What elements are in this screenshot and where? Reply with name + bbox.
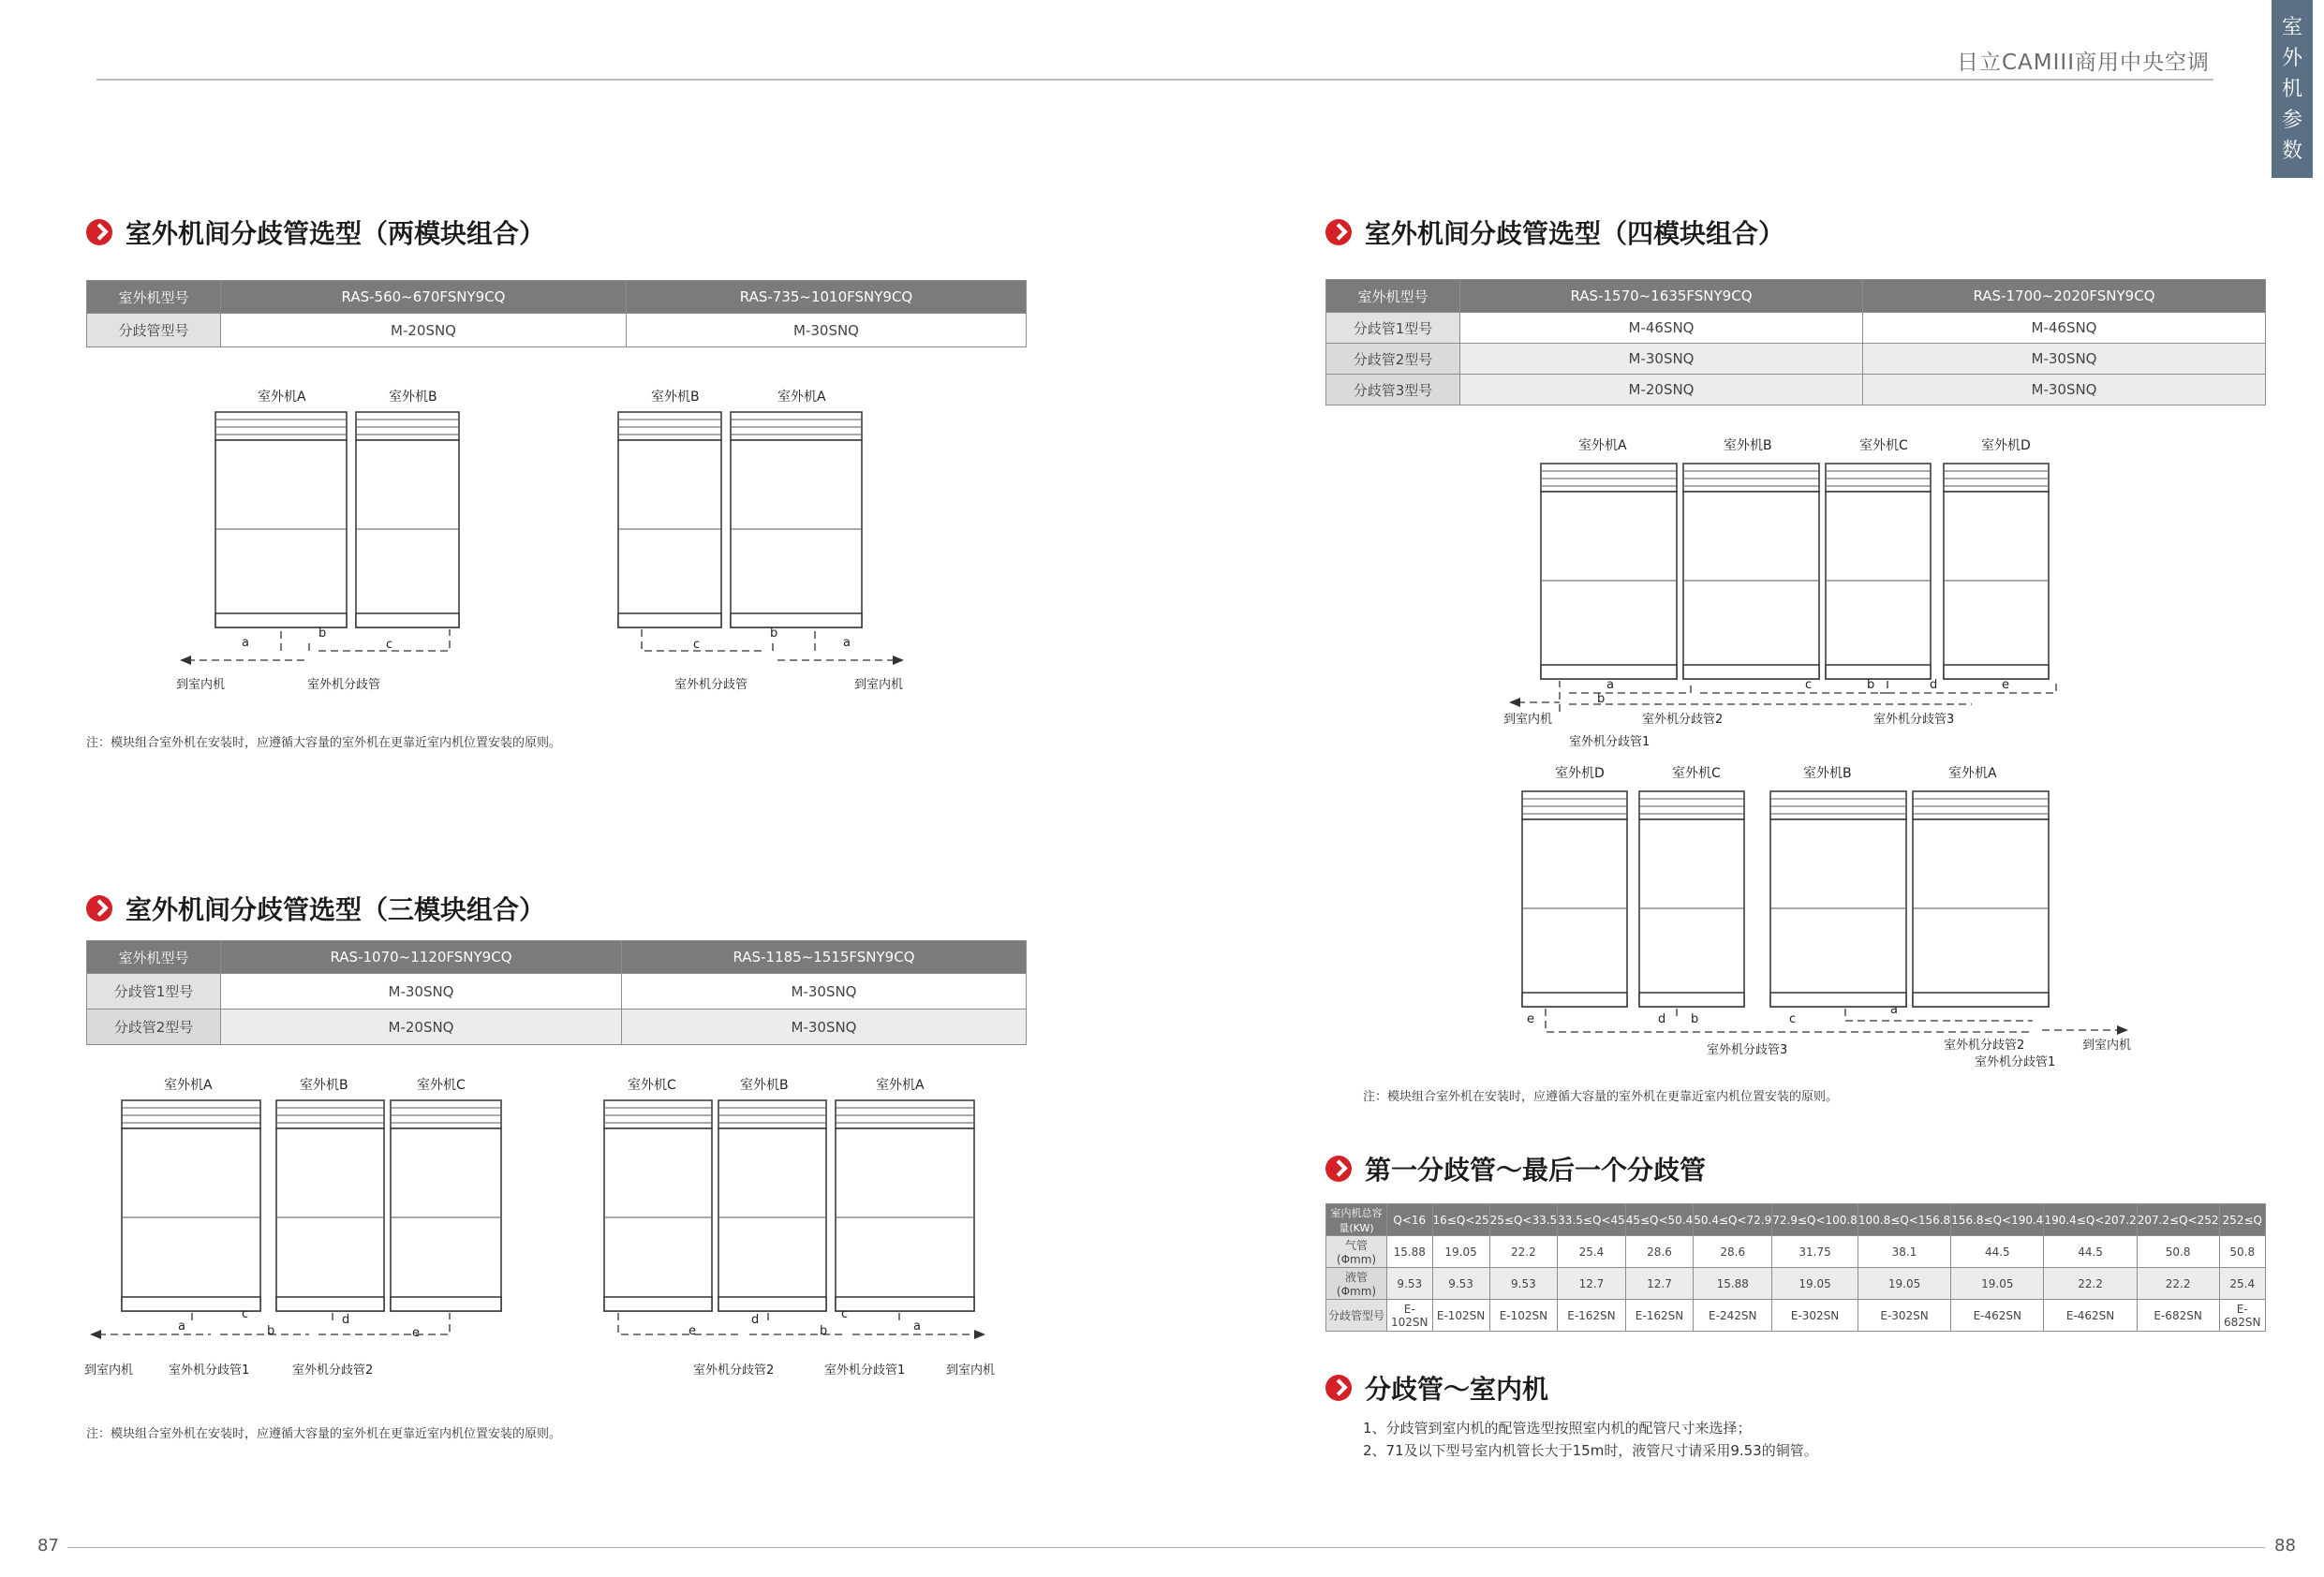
two-module-note: 注：模块组合室外机在安装时，应遵循大容量的室外机在更靠近室内机位置安装的原则。 (86, 736, 562, 750)
table-cell: 气管(Φmm) (1326, 1236, 1387, 1268)
page-number-right: 88 (2274, 1536, 2296, 1555)
segment-b-label: b (820, 1324, 828, 1338)
table-row (1326, 1300, 2266, 1332)
diagram-four-module-bottom (1489, 759, 2164, 1077)
unit-b-label: 室外机B (651, 390, 700, 405)
section-title-branch-indoor (1325, 1369, 1548, 1407)
segment-c-label: c (693, 638, 701, 652)
segment-c-label: c (1805, 678, 1813, 692)
outdoor-unit-a (1913, 791, 2049, 1007)
table-cell: 分歧管型号 (87, 314, 221, 347)
segment-e-label: e (1527, 1012, 1534, 1026)
footer-divider (67, 1547, 2265, 1548)
outdoor-unit-d (1522, 791, 1627, 1007)
table-header-cell: 156.8≤Q<190.4 (1951, 1204, 2044, 1236)
unit-b-label: 室外机B (300, 1078, 348, 1093)
to-indoor-label: 到室内机 (854, 678, 904, 692)
unit-c-label: 室外机C (1859, 438, 1908, 453)
table-cell: E-102SN (1432, 1300, 1489, 1332)
table-header-cell: 50.4≤Q<72.9 (1694, 1204, 1772, 1236)
unit-a-label: 室外机A (1948, 766, 1997, 781)
table-cell: 31.75 (1772, 1236, 1858, 1268)
table-header-cell: 100.8≤Q<156.8 (1858, 1204, 1950, 1236)
side-tab-char: 数 (2281, 139, 2302, 163)
section-title-branch-pipe (1325, 1150, 1706, 1187)
unit-a-label: 室外机A (1578, 438, 1627, 453)
branch1-label: 室外机分歧管1 (824, 1363, 906, 1378)
table-cell: 分歧管3型号 (1326, 375, 1460, 405)
table-cell: M-30SNQ (622, 974, 1027, 1010)
branch3-label: 室外机分歧管3 (1873, 713, 1955, 727)
diagram-four-module-top (1503, 431, 2084, 749)
four-module-note: 注：模块组合室外机在安装时，应遵循大容量的室外机在更靠近室内机位置安装的原则。 (1363, 1090, 1839, 1104)
table-cell: 9.53 (1489, 1268, 1558, 1300)
table-cell: M-30SNQ (1863, 344, 2266, 375)
branch1-label: 室外机分歧管1 (1569, 735, 1650, 749)
side-tab-char: 外 (2281, 46, 2302, 70)
table-cell: 50.8 (2219, 1236, 2265, 1268)
section-title-two-module (86, 214, 545, 251)
unit-b-label: 室外机B (1724, 438, 1772, 453)
to-indoor-label: 到室内机 (1503, 713, 1553, 727)
outdoor-unit-a (215, 412, 347, 627)
table-cell: 19.05 (1951, 1268, 2044, 1300)
diagram-three-module-right (600, 1072, 1049, 1381)
branch2-label: 室外机分歧管2 (693, 1363, 775, 1378)
segment-c-label: c (1789, 1012, 1797, 1026)
unit-d-label: 室外机D (1555, 766, 1605, 781)
side-tab[interactable] (2272, 0, 2313, 178)
table-cell: E-682SN (2219, 1300, 2265, 1332)
segment-e-label: e (688, 1324, 696, 1338)
outdoor-unit-a (731, 412, 862, 627)
outdoor-unit-b (276, 1100, 384, 1311)
section-title-text: 分歧管～室内机 (1365, 1374, 1549, 1405)
segment-c-label: c (841, 1307, 849, 1321)
unit-c-label: 室外机C (1672, 766, 1721, 781)
indoor-note-line: 1、分歧管到室内机的配管选型按照室内机的配管尺寸来选择； (1363, 1420, 1752, 1437)
section-title-text: 室外机间分歧管选型（两模块组合） (126, 218, 546, 249)
outdoor-unit-c (604, 1100, 712, 1311)
segment-b-label: b (1691, 1012, 1699, 1026)
to-indoor-label: 到室内机 (2082, 1039, 2132, 1053)
table-row (1326, 375, 2266, 405)
outdoor-unit-c (391, 1100, 501, 1311)
segment-d-label: d (342, 1313, 350, 1327)
four-module-table (1325, 279, 2266, 405)
table-cell: M-20SNQ (221, 1010, 622, 1045)
table-header-cell: 室外机型号 (1326, 280, 1460, 313)
segment-b-label: b (770, 626, 778, 641)
to-indoor-label: 到室内机 (176, 678, 226, 692)
unit-a-label: 室外机A (876, 1078, 925, 1093)
table-header-cell: RAS-1570~1635FSNY9CQ (1460, 280, 1863, 313)
table-header-cell: 252≤Q (2219, 1204, 2265, 1236)
table-cell: E-682SN (2137, 1300, 2219, 1332)
unit-c-label: 室外机C (417, 1078, 466, 1093)
unit-a-label: 室外机A (258, 390, 306, 405)
table-cell: M-30SNQ (1460, 344, 1863, 375)
table-cell: M-30SNQ (1863, 375, 2266, 405)
table-cell: 22.2 (2044, 1268, 2137, 1300)
table-cell: E-242SN (1694, 1300, 1772, 1332)
chevron-right-icon (1325, 1156, 1352, 1182)
side-tab-char: 参 (2281, 108, 2302, 132)
table-header-cell: 72.9≤Q<100.8 (1772, 1204, 1858, 1236)
table-header-cell: 室外机型号 (87, 941, 221, 974)
outdoor-unit-b (718, 1100, 826, 1311)
table-cell: 分歧管2型号 (1326, 344, 1460, 375)
outdoor-unit-b (618, 412, 721, 627)
table-header-cell: 190.4≤Q<207.2 (2044, 1204, 2137, 1236)
table-header-cell: 室外机型号 (87, 281, 221, 314)
table-header-cell: 45≤Q<50.4 (1625, 1204, 1694, 1236)
table-cell: 15.88 (1387, 1236, 1433, 1268)
table-cell: M-20SNQ (1460, 375, 1863, 405)
page-number-left: 87 (37, 1536, 59, 1555)
outdoor-unit-c (1826, 464, 1931, 679)
two-module-table (86, 280, 1027, 347)
header-divider (96, 79, 2213, 81)
side-tab-char: 机 (2281, 77, 2302, 101)
table-header-cell: RAS-735~1010FSNY9CQ (627, 281, 1027, 314)
table-cell: 分歧管1型号 (87, 974, 221, 1010)
outdoor-unit-b (356, 412, 459, 627)
table-cell: E-462SN (1951, 1300, 2044, 1332)
to-indoor-label: 到室内机 (946, 1363, 996, 1378)
table-cell: 44.5 (2044, 1236, 2137, 1268)
chevron-right-icon (86, 219, 112, 245)
branch2-label: 室外机分歧管2 (1642, 713, 1724, 727)
unit-c-label: 室外机C (628, 1078, 676, 1093)
table-cell: M-30SNQ (627, 314, 1027, 347)
table-cell: 12.7 (1625, 1268, 1694, 1300)
unit-b-label: 室外机B (389, 390, 437, 405)
table-header-cell: 25≤Q<33.5 (1489, 1204, 1558, 1236)
table-cell: 25.4 (2219, 1268, 2265, 1300)
table-cell: M-46SNQ (1460, 313, 1863, 344)
segment-d-label: d (1930, 678, 1938, 692)
table-row (87, 314, 1027, 347)
table-cell: E-302SN (1858, 1300, 1950, 1332)
table-cell: E-102SN (1489, 1300, 1558, 1332)
segment-b-label: b (1597, 692, 1606, 706)
branch-label: 室外机分歧管 (307, 678, 381, 692)
table-cell: 22.2 (2137, 1268, 2219, 1300)
table-cell: 44.5 (1951, 1236, 2044, 1268)
segment-c-label: c (386, 638, 393, 652)
table-cell: 25.4 (1558, 1236, 1626, 1268)
table-cell: 分歧管2型号 (87, 1010, 221, 1045)
section-title-text: 第一分歧管～最后一个分歧管 (1365, 1155, 1707, 1186)
table-header-cell: RAS-1700~2020FSNY9CQ (1863, 280, 2266, 313)
segment-c-label: c (242, 1307, 249, 1321)
segment-e-label: e (412, 1326, 420, 1340)
table-cell: 15.88 (1694, 1268, 1772, 1300)
section-title-text: 室外机间分歧管选型（四模块组合） (1365, 218, 1785, 249)
table-cell: 50.8 (2137, 1236, 2219, 1268)
table-row (1326, 313, 2266, 344)
chevron-right-icon (86, 895, 112, 921)
branch1-label: 室外机分歧管1 (1975, 1055, 2056, 1069)
table-row (1326, 344, 2266, 375)
unit-a-label: 室外机A (164, 1078, 213, 1093)
unit-a-label: 室外机A (777, 390, 826, 405)
segment-a-label: a (242, 636, 249, 650)
section-title-three-module (86, 890, 545, 927)
segment-d-label: d (751, 1313, 760, 1327)
table-cell: 液管(Φmm) (1326, 1268, 1387, 1300)
chevron-right-icon (1325, 1375, 1352, 1401)
section-title-four-module (1325, 214, 1784, 251)
table-row (87, 1010, 1027, 1045)
segment-b-label: b (318, 626, 327, 641)
branch1-label: 室外机分歧管1 (169, 1363, 250, 1378)
table-cell: 28.6 (1694, 1236, 1772, 1268)
segment-a-label: a (843, 636, 851, 650)
segment-a-label: a (1890, 1003, 1898, 1017)
segment-e-label: e (2002, 678, 2009, 692)
segment-d-label: d (1658, 1012, 1666, 1026)
table-header-cell: RAS-1070~1120FSNY9CQ (221, 941, 622, 974)
indoor-note-line: 2、71及以下型号室内机管长大于15m时，液管尺寸请采用9.53的铜管。 (1363, 1442, 1818, 1459)
table-cell: 分歧管型号 (1326, 1300, 1387, 1332)
table-cell: E-462SN (2044, 1300, 2137, 1332)
table-cell: 分歧管1型号 (1326, 313, 1460, 344)
unit-b-label: 室外机B (740, 1078, 789, 1093)
branch-label: 室外机分歧管 (674, 678, 748, 692)
outdoor-unit-a (122, 1100, 260, 1311)
unit-b-label: 室外机B (1803, 766, 1852, 781)
side-tab-char: 室 (2281, 15, 2302, 39)
table-cell: 38.1 (1858, 1236, 1950, 1268)
table-cell: 9.53 (1387, 1268, 1433, 1300)
segment-b-label: b (267, 1324, 275, 1338)
table-cell: E-102SN (1387, 1300, 1433, 1332)
chevron-right-icon (1325, 219, 1352, 245)
outdoor-unit-c (1639, 791, 1744, 1007)
branch-pipe-table (1325, 1203, 2266, 1332)
table-cell: 19.05 (1858, 1268, 1950, 1300)
outdoor-unit-b (1683, 464, 1819, 679)
table-header-cell: 207.2≤Q<252 (2137, 1204, 2219, 1236)
table-header-cell: Q<16 (1387, 1204, 1433, 1236)
table-cell: 12.7 (1558, 1268, 1626, 1300)
table-cell: M-30SNQ (622, 1010, 1027, 1045)
table-cell: M-30SNQ (221, 974, 622, 1010)
segment-a-label: a (178, 1319, 185, 1334)
table-row (1326, 1268, 2266, 1300)
table-header-cell: 16≤Q<25 (1432, 1204, 1489, 1236)
table-header-cell: 室内机总容量(KW) (1326, 1204, 1387, 1236)
table-cell: 9.53 (1432, 1268, 1489, 1300)
three-module-table (86, 940, 1027, 1045)
outdoor-unit-a (1541, 464, 1677, 679)
diagram-two-module-right (600, 384, 918, 693)
table-cell: E-162SN (1558, 1300, 1626, 1332)
outdoor-unit-d (1944, 464, 2049, 679)
diagram-three-module-left (84, 1072, 534, 1381)
outdoor-unit-b (1770, 791, 1906, 1007)
table-cell: 28.6 (1625, 1236, 1694, 1268)
segment-a-label: a (913, 1319, 921, 1334)
table-cell: E-162SN (1625, 1300, 1694, 1332)
table-row (1326, 1236, 2266, 1268)
unit-d-label: 室外机D (1981, 438, 2031, 453)
table-cell: M-20SNQ (221, 314, 627, 347)
segment-b-label: b (1867, 678, 1875, 692)
table-cell: 19.05 (1772, 1268, 1858, 1300)
outdoor-unit-a (836, 1100, 974, 1311)
segment-a-label: a (1606, 678, 1614, 692)
table-header-cell: 33.5≤Q<45 (1558, 1204, 1626, 1236)
branch3-label: 室外机分歧管3 (1707, 1043, 1788, 1057)
table-cell: M-46SNQ (1863, 313, 2266, 344)
table-cell: 22.2 (1489, 1236, 1558, 1268)
to-indoor-label: 到室内机 (84, 1363, 134, 1378)
section-title-text: 室外机间分歧管选型（三模块组合） (126, 894, 546, 925)
branch2-label: 室外机分歧管2 (292, 1363, 374, 1378)
three-module-note: 注：模块组合室外机在安装时，应遵循大容量的室外机在更靠近室内机位置安装的原则。 (86, 1427, 562, 1441)
diagram-two-module-left (169, 384, 468, 693)
branch2-label: 室外机分歧管2 (1944, 1039, 2025, 1053)
table-row (87, 974, 1027, 1010)
brand-title: 日立CAMIII商用中央空调 (1957, 51, 2210, 75)
table-cell: E-302SN (1772, 1300, 1858, 1332)
table-header-cell: RAS-1185~1515FSNY9CQ (622, 941, 1027, 974)
table-cell: 19.05 (1432, 1236, 1489, 1268)
table-header-cell: RAS-560~670FSNY9CQ (221, 281, 627, 314)
